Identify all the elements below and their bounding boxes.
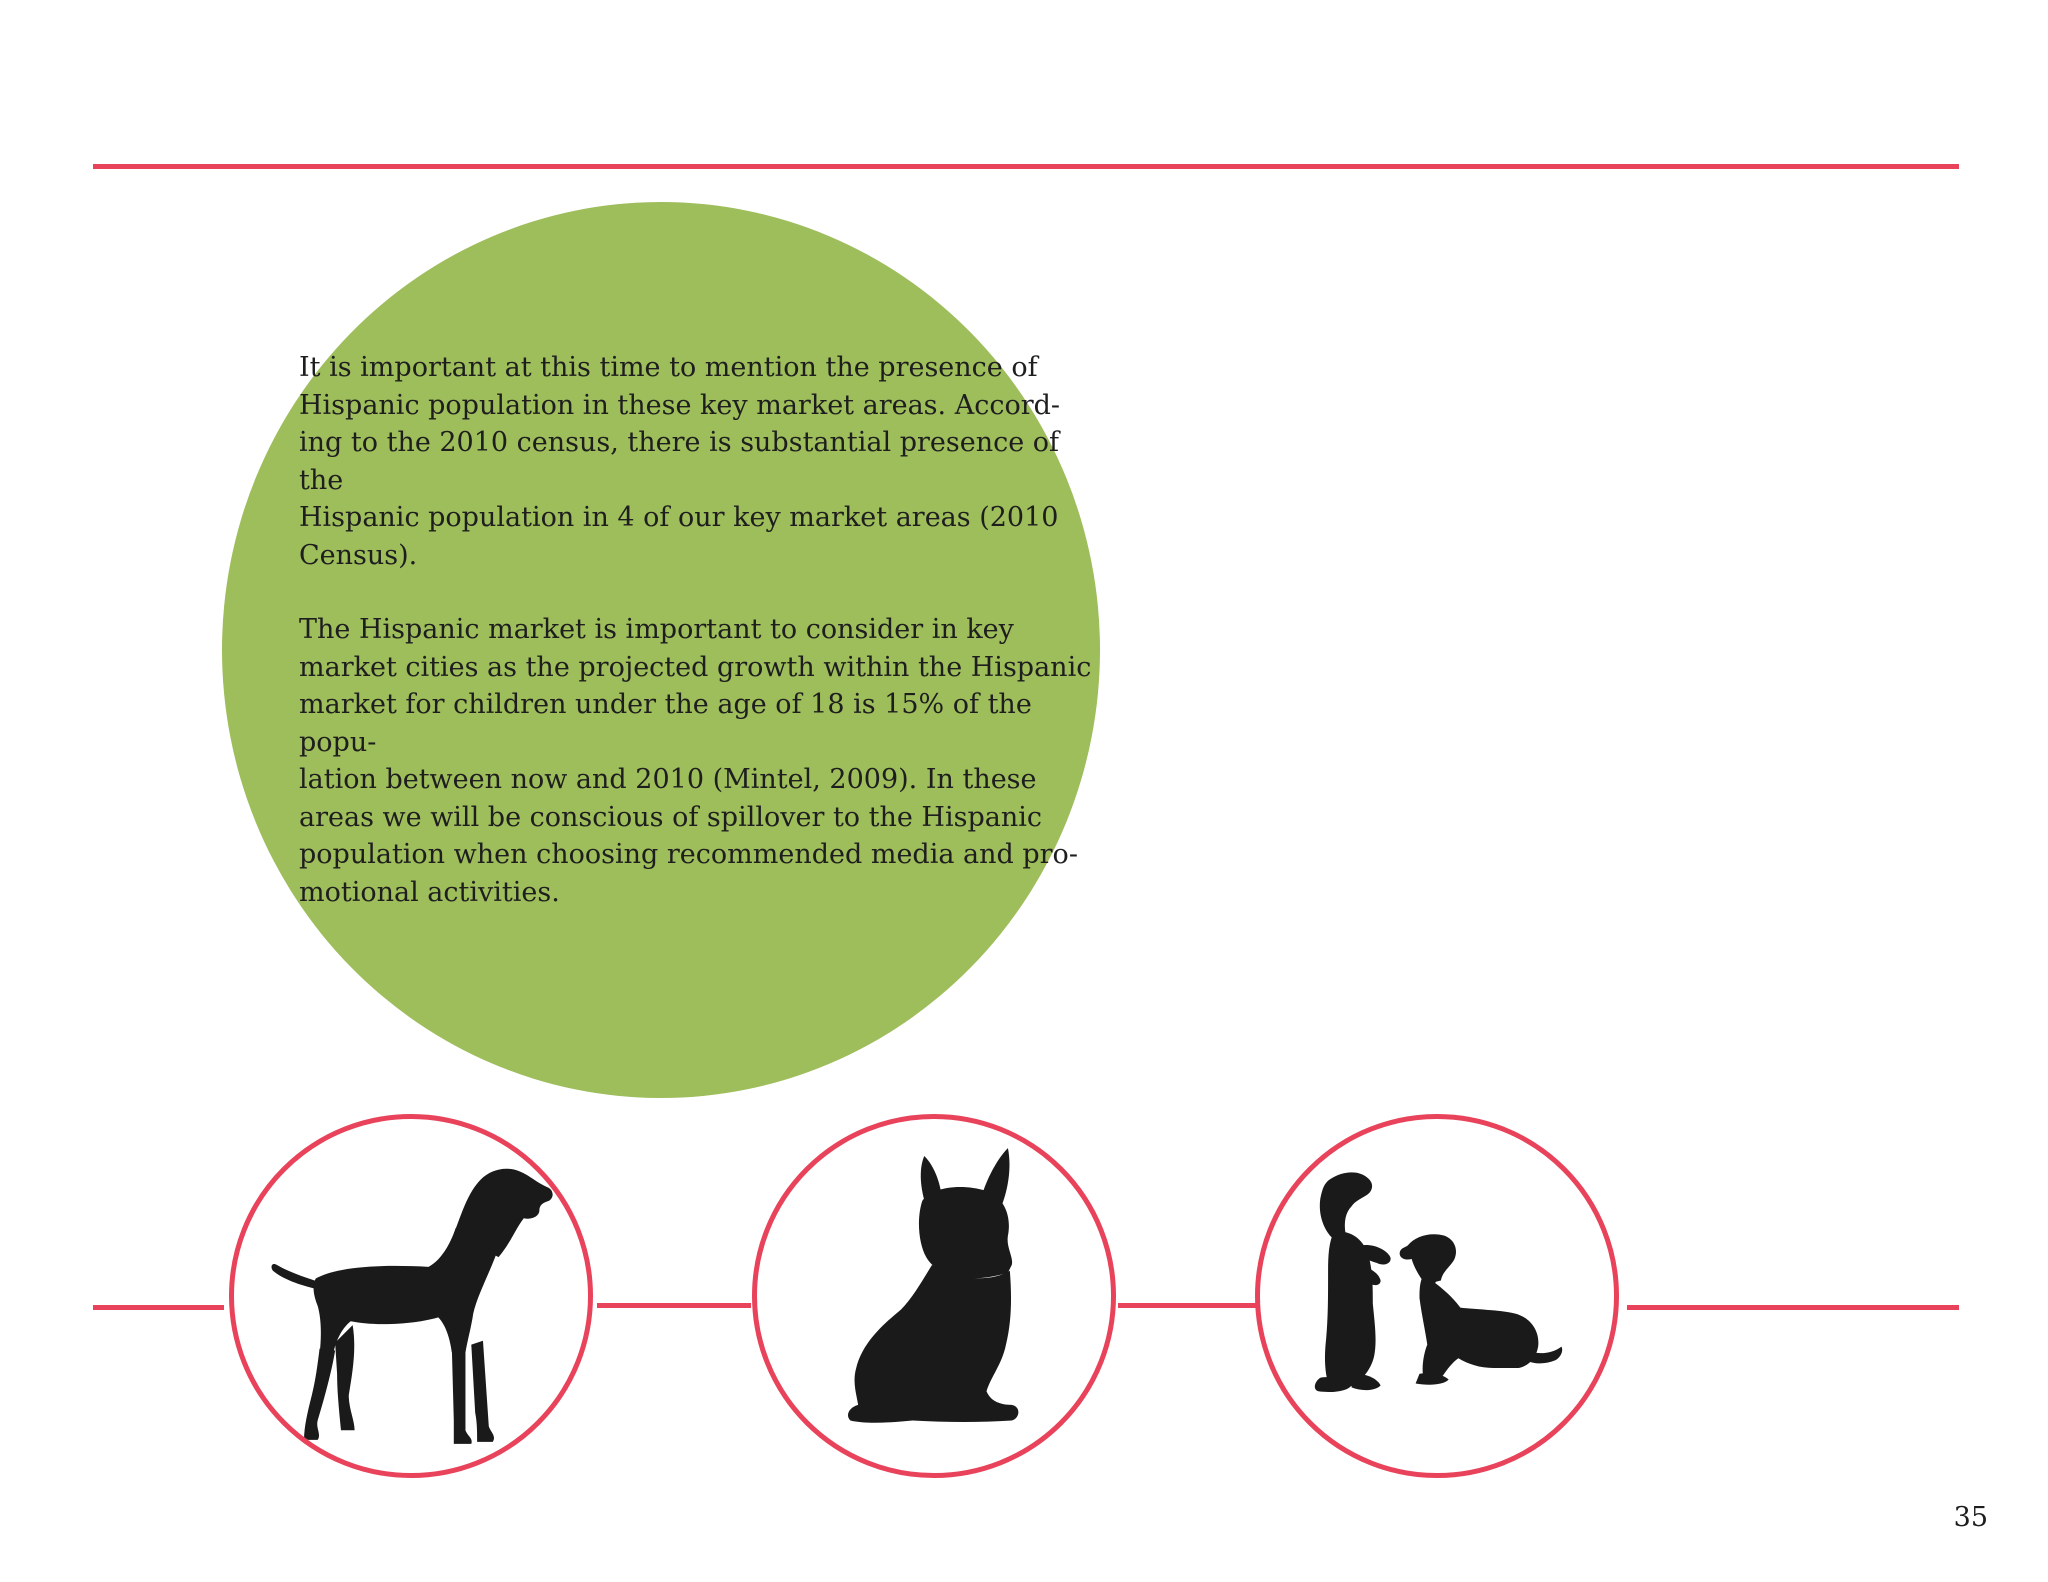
connector-line-left xyxy=(93,1305,224,1310)
dog-circle-labrador xyxy=(229,1114,593,1478)
dachshunds-silhouette-icon xyxy=(1260,1119,1614,1473)
french-bulldog-silhouette-icon xyxy=(757,1119,1111,1473)
dog-circle-dachshunds xyxy=(1255,1114,1619,1478)
page-number: 35 xyxy=(1953,1502,1988,1533)
connector-line-middle-2 xyxy=(1118,1303,1257,1308)
paragraph-hispanic-presence: It is important at this time to mention the presence of Hispanic population in these key market areas. Accord- ing to the 2010 census, there is substantial presence of the Hispanic population in 4 of our key market areas (2010 Census). xyxy=(299,352,1061,571)
connector-line-middle-1 xyxy=(597,1303,751,1308)
paragraph-hispanic-market: The Hispanic market is important to consider in key market cities as the projected growth within the Hispanic market for children under the age of 18 is 15% of the popu- lation between now and 2010 (Mintel, 2009). In these areas we will be conscious of spillover to the Hispanic population when choosing recommended media and pro- motional activities. xyxy=(299,614,1092,908)
connector-line-right xyxy=(1627,1305,1959,1310)
top-divider-rule xyxy=(93,164,1959,169)
labrador-silhouette-icon xyxy=(234,1119,588,1473)
dog-circle-french-bulldog xyxy=(752,1114,1116,1478)
